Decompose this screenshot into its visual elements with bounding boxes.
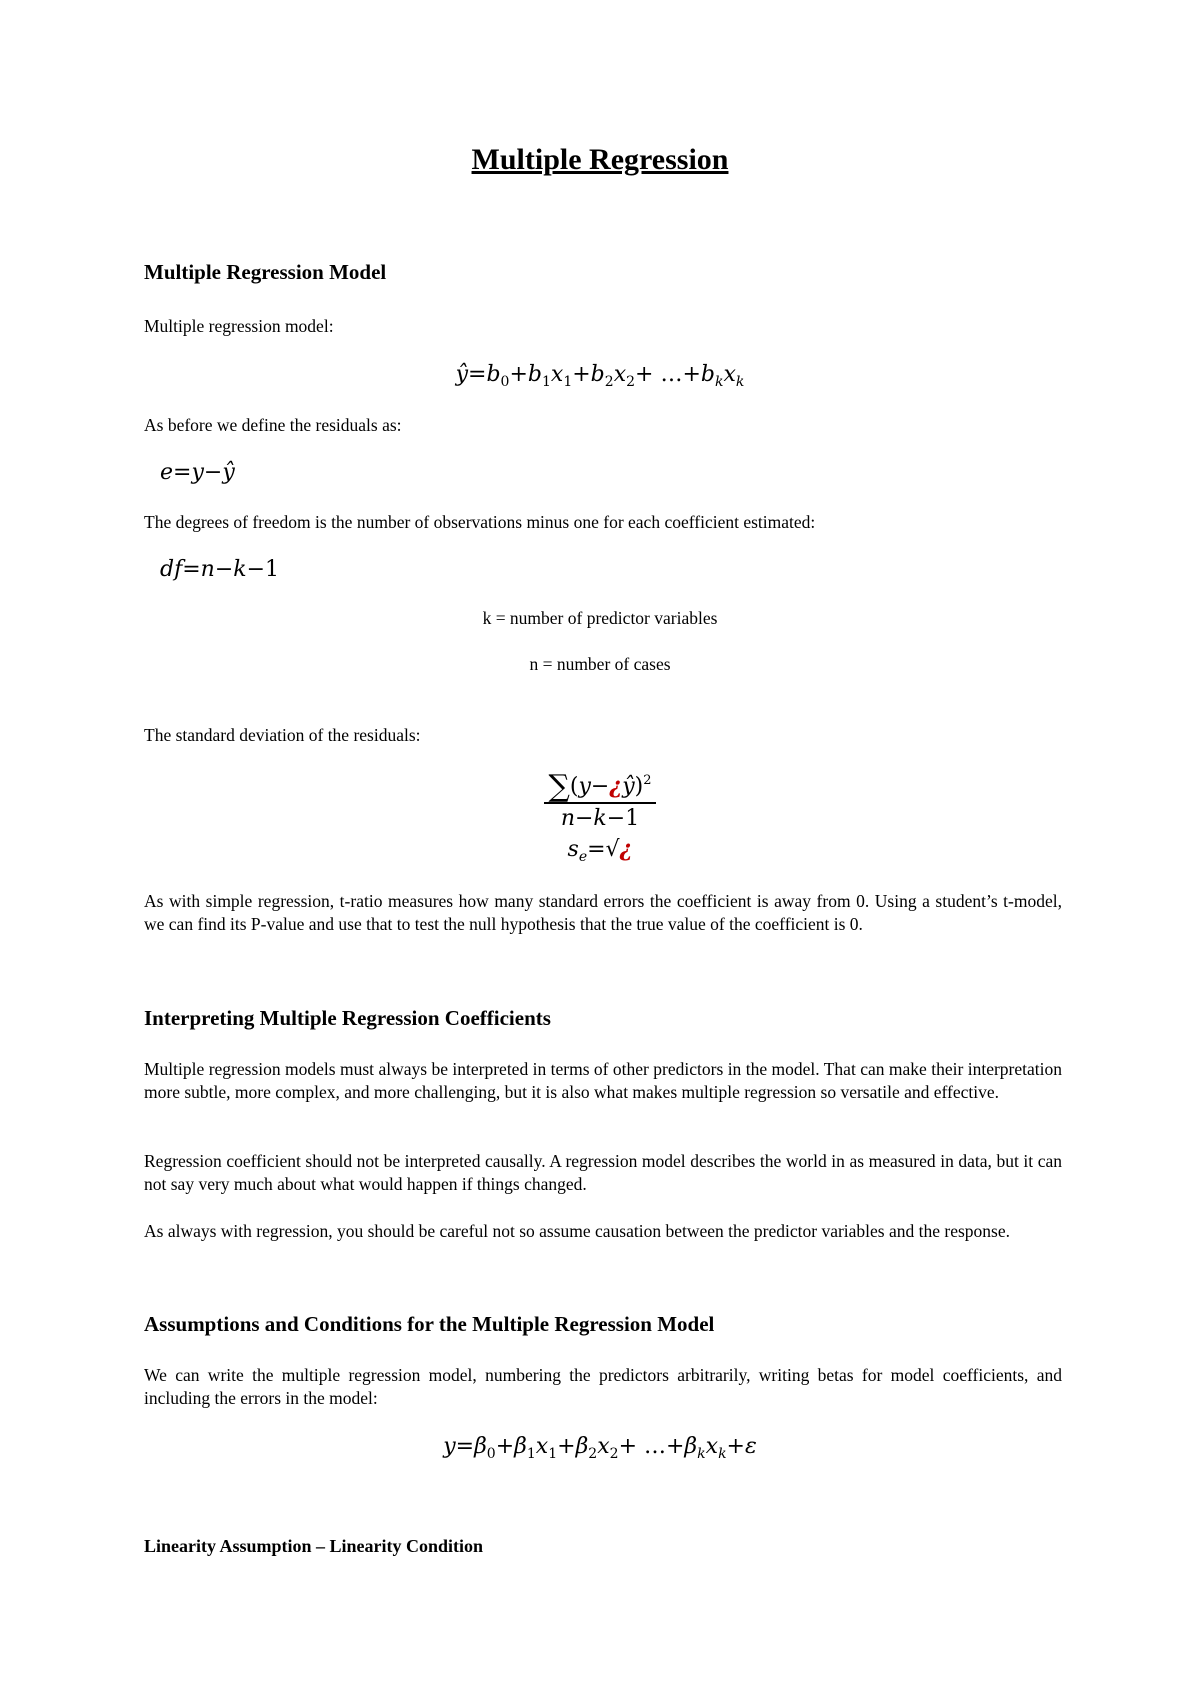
- paragraph-model-intro: Multiple regression model:: [144, 316, 334, 336]
- definition-n: n = number of cases: [529, 654, 671, 674]
- paragraph-assumptions: We can write the multiple regression model, numbering the predictors arbitrarily, writing betas for model coefficients, and including the errors in the model:: [144, 1365, 1062, 1408]
- paragraph-interpreting-2: Regression coefficient should not be interpreted causally. A regression model describes the world in as measured in data, but it can not say very much about what would happen if things changed.: [144, 1151, 1062, 1194]
- subheading-linearity: Linearity Assumption – Linearity Condition: [144, 1536, 484, 1556]
- section-heading-interpreting: Interpreting Multiple Regression Coefficients: [144, 1006, 551, 1030]
- equation-df: df=n−k−1: [160, 557, 280, 582]
- definition-k: k = number of predictor variables: [482, 608, 718, 628]
- equation-standard-deviation: [0, 766, 1200, 872]
- paragraph-degrees-of-freedom: The degrees of freedom is the number of observations minus one for each coefficient estimated:: [144, 512, 816, 532]
- page-title: Multiple Regression: [471, 143, 729, 176]
- paragraph-t-ratio: As with simple regression, t-ratio measures how many standard errors the coefficient is away from 0. Using a student’s t-model, we can find its P-value and use that to test the null hypothesis that the true value of the coefficient is 0.: [144, 891, 1062, 934]
- equation-model: $ŷ=b_0+b_1x_1+b_2x_2+$ $\dots+b_kx_k$: [455, 362, 745, 390]
- equation-residual: e=y−ŷ: [160, 460, 235, 485]
- paragraph-interpreting-1: Multiple regression models must always be interpreted in terms of other predictors in the model. That can make their interpretation more subtle, more complex, and more challenging, but it is also what makes multiple regression so versatile and effective.: [144, 1059, 1062, 1102]
- section-heading-model: Multiple Regression Model: [144, 260, 387, 284]
- fraction-denominator: n−k−1: [560, 806, 640, 831]
- paragraph-standard-deviation: The standard deviation of the residuals:: [144, 725, 421, 745]
- equation-se: $s_e=√¿$: [567, 836, 633, 865]
- section-heading-assumptions: Assumptions and Conditions for the Multiple Regression Model: [144, 1312, 715, 1336]
- fraction-numerator: ∑(y−¿ŷ)$^2$: [544, 766, 655, 804]
- paragraph-residuals: As before we define the residuals as:: [144, 415, 402, 435]
- paragraph-interpreting-3: As always with regression, you should be careful not so assume causation between the predictor variables and the response.: [144, 1221, 1011, 1241]
- equation-beta-model: $y=\beta_0+\beta_1x_1+\beta_2x_2+$ $\dots+\beta_kx_k+\varepsilon$: [443, 1434, 757, 1462]
